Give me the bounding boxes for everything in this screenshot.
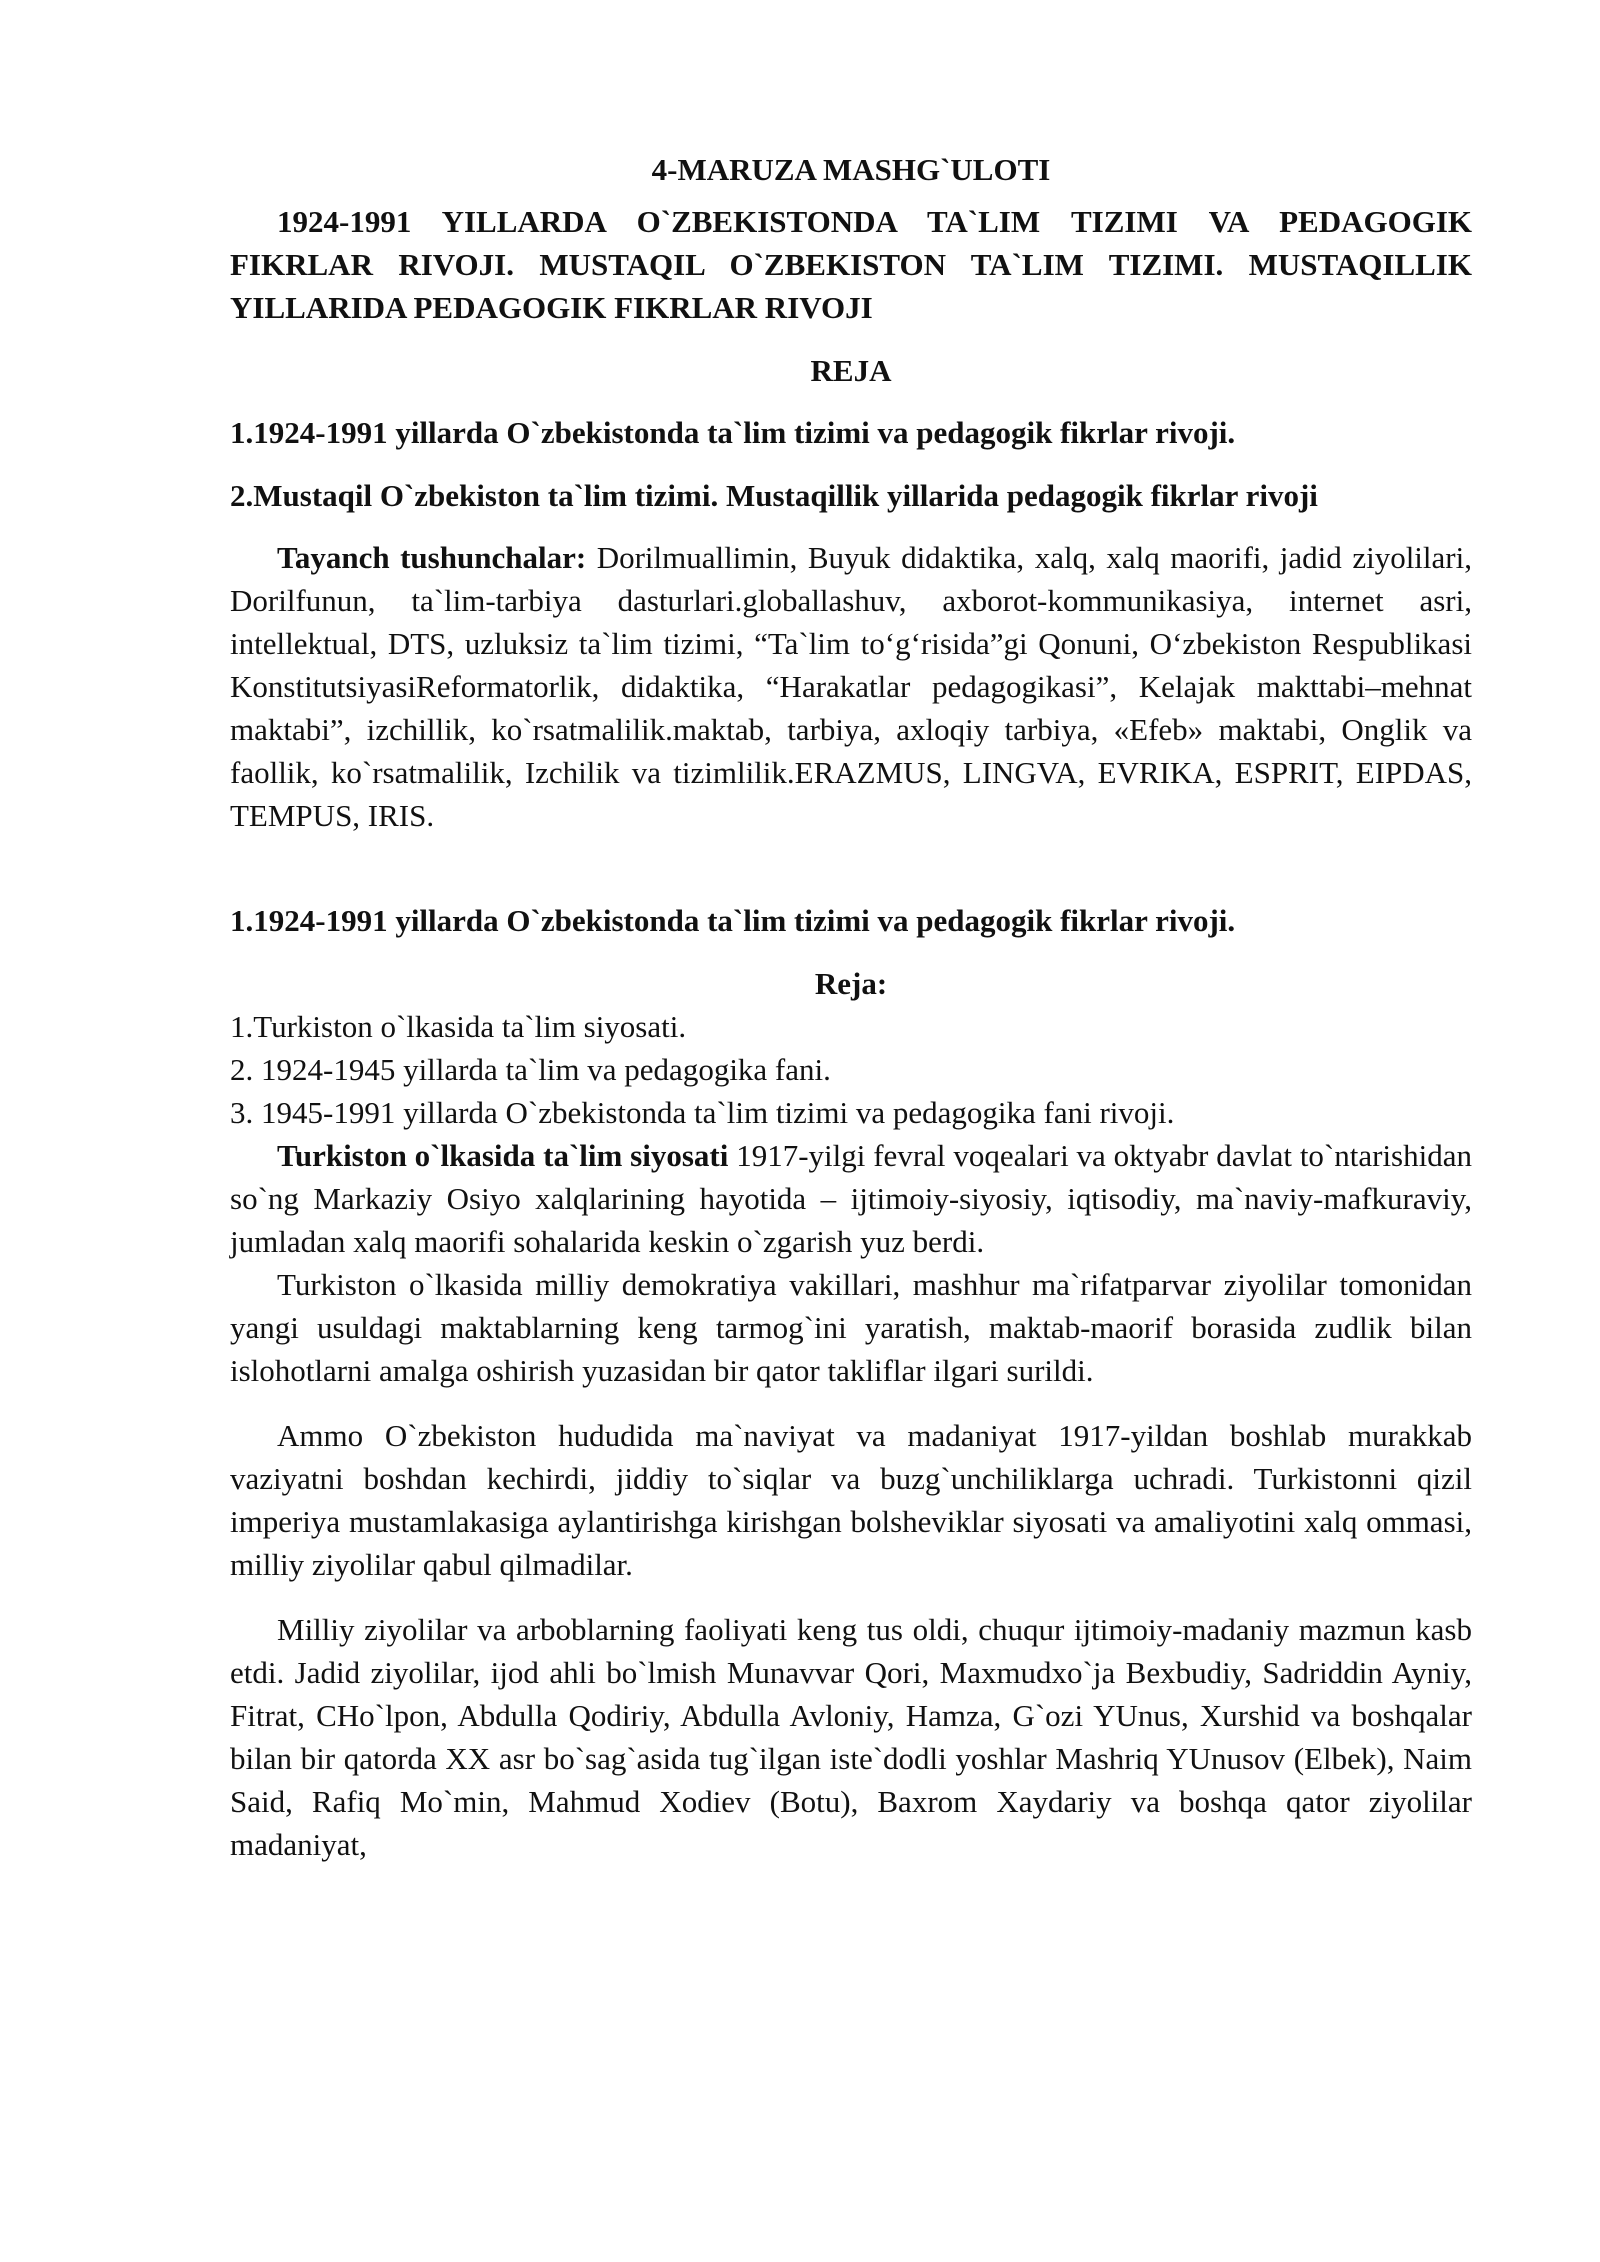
paragraph-1-label: Turkiston o`lkasida ta`lim siyosati [277, 1138, 729, 1173]
plan-heading: REJA [810, 353, 892, 388]
body-paragraph-3: Ammo O`zbekiston hududida ma`naviyat va madaniyat 1917-yildan boshlab murakkab vaziyatni boshdan kechirdi, jiddiy to`siqlar va buzg`unchiliklarga uchradi. Turkistonni qizil imperiya mustamlakasiga aylantirishga kirishgan bolsheviklar siyosati va amaliyotini xalq ommasi, milliy ziyolilar qabul qilmadilar. [230, 1418, 1472, 1582]
keywords-paragraph [230, 536, 1472, 837]
body-paragraph-2: Turkiston o`lkasida milliy demokratiya vakillari, mashhur ma`rifatparvar ziyolilar tomonidan yangi usuldagi maktablarning keng tarmog`ini yaratish, maktab-maorif borasida zudlik bilan islohotlarni amalga oshirish yuzasidan bir qator takliflar ilgari surildi. [230, 1267, 1472, 1388]
plan-item-1: 1.1924-1991 yillarda O`zbekistonda ta`lim tizimi va pedagogik fikrlar rivoji. [230, 415, 1236, 450]
paragraph-1-text: 1917-yilgi fevral voqealari va oktyabr davlat to`ntarishidan so`ng Markaziy Osiyo xalqlarining hayotida – ijtimoiy-siyosiy, iqtisodiy, ma`naviy-mafkuraviy, jumladan xalq maorifi sohalarida keskin o`zgarish yuz berdi. [230, 1138, 1472, 1259]
body-paragraph-4: Milliy ziyolilar va arboblarning faoliyati keng tus oldi, chuqur ijtimoiy-madaniy mazmun kasb etdi. Jadid ziyolilar, ijod ahli bo`lmish Munavvar Qori, Maxmudxo`ja Bexbudiy, Sadriddin Ayniy, Fitrat, CHo`lpon, Abdulla Qodiriy, Abdulla Avloniy, Hamza, G`ozi YUnus, Xurshid va boshqalar bilan bir qatorda XX asr bo`sag`asida tug`ilgan iste`dodli yoshlar Mashriq YUnusov (Elbek), Naim Said, Rafiq Mo`min, Mahmud Xodiev (Botu), Baxrom Xaydariy va boshqa qator ziyolilar madaniyat, [230, 1612, 1472, 1862]
section-plan-item-3: 3. 1945-1991 yillarda O`zbekistonda ta`lim tizimi va pedagogika fani rivoji. [230, 1095, 1175, 1130]
section-plan-heading: Reja: [814, 966, 888, 1001]
section-plan-item-1: 1.Turkiston o`lkasida ta`lim siyosati. [230, 1009, 687, 1044]
keywords-text: Dorilmuallimin, Buyuk didaktika, xalq, xalq maorifi, jadid ziyolilari, Dorilfunun, ta`lim-tarbiya dasturlari.globallashuv, axborot-kommunikasiya, internet asri, intellektual, DTS, uzluksiz ta`lim tizimi, “Ta`lim to‘g‘risida”gi Qonuni, O‘zbekiston Respublikasi KonstitutsiyasiReformatorlik, didaktika, “Harakatlar pedagogikasi”, Kelajak makttabi–mehnat maktabi”, izchillik, ko`rsatmalilik.maktab, tarbiya, axloqiy tarbiya, «Efeb» maktabi, Onglik va faollik, ko`rsatmalilik, Izchilik va tizimlilik.ERAZMUS, LINGVA, EVRIKA, ESPRIT, EIPDAS, TEMPUS, IRIS. [230, 540, 1472, 833]
section-heading: 1.1924-1991 yillarda O`zbekistonda ta`lim tizimi va pedagogik fikrlar rivoji. [230, 903, 1236, 938]
body-paragraph-1 [230, 1134, 1472, 1263]
lecture-title: 4-MARUZA MASHG`ULOTI [651, 152, 1051, 187]
plan-item-2: 2.Mustaqil O`zbekiston ta`lim tizimi. Mustaqillik yillarida pedagogik fikrlar rivoji [230, 478, 1318, 513]
lecture-subtitle: 1924-1991 YILLARDA O`ZBEKISTONDA TA`LIM TIZIMI VA PEDAGOGIK FIKRLAR RIVOJI. MUSTAQIL O`ZBEKISTON TA`LIM TIZIMI. MUSTAQILLIK YILLARIDA PEDAGOGIK FIKRLAR RIVOJI [230, 204, 1472, 325]
section-plan-item-2: 2. 1924-1945 yillarda ta`lim va pedagogika fani. [230, 1052, 831, 1087]
keywords-label: Tayanch tushunchalar: [277, 540, 587, 575]
